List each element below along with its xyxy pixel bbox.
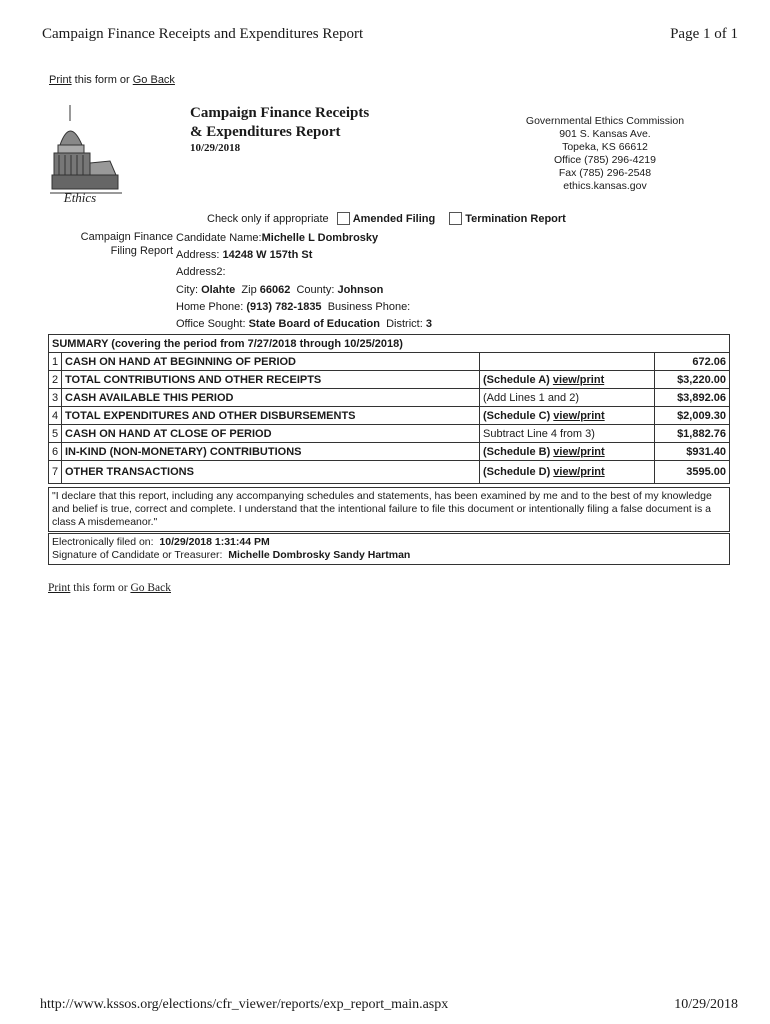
- address-value: 14248 W 157th St: [222, 249, 313, 262]
- nav-separator-text-bottom: this form or: [70, 582, 131, 594]
- agency-info: [505, 115, 705, 193]
- summary-heading-row: [49, 335, 730, 353]
- check-label: Check only if appropriate: [207, 212, 329, 225]
- zip-label: Zip: [241, 283, 257, 296]
- row-number: 3: [49, 389, 62, 407]
- row-amount: $3,220.00: [655, 371, 730, 389]
- termination-report-checkbox[interactable]: [449, 212, 462, 225]
- row-number: 7: [49, 461, 62, 484]
- schedule-d-view-print-link[interactable]: view/print: [553, 466, 605, 478]
- table-row: [49, 443, 730, 461]
- amended-filing-label: Amended Filing: [352, 212, 436, 225]
- row-description: CASH ON HAND AT BEGINNING OF PERIOD: [62, 353, 480, 371]
- agency-city: Topeka, KS 66612: [562, 141, 648, 153]
- row-description: IN-KIND (NON-MONETARY) CONTRIBUTIONS: [62, 443, 480, 461]
- print-header-page: Page 1 of 1: [670, 26, 738, 42]
- county-label: County:: [296, 283, 335, 296]
- row-number: 5: [49, 425, 62, 443]
- filing-type-checks: [207, 212, 566, 225]
- city-label: City:: [176, 283, 198, 296]
- filing-label-line1: Campaign Finance: [80, 231, 173, 243]
- row-amount: 3595.00: [655, 461, 730, 484]
- business-phone-label: Business Phone:: [327, 300, 411, 313]
- table-row: [49, 389, 730, 407]
- row-number: 1: [49, 353, 62, 371]
- termination-report-label: Termination Report: [465, 212, 566, 225]
- address-label: Address:: [176, 249, 220, 262]
- city-value: Olahte: [201, 283, 236, 296]
- row-amount: $3,892.06: [655, 389, 730, 407]
- table-row: [49, 407, 730, 425]
- row-reference: [480, 461, 655, 484]
- district-label: District:: [386, 318, 423, 331]
- row-reference-text: (Schedule B): [483, 445, 554, 458]
- row-number: 6: [49, 443, 62, 461]
- document-date: 10/29/2018: [190, 142, 241, 154]
- filed-value: 10/29/2018 1:31:44 PM: [159, 536, 270, 548]
- declaration-statement: "I declare that this report, including any accompanying schedules and statements, has been examined by me and to the best of my knowledge and belief is true, correct and complete. I understand that the intentional failure to file this document or intentionally filing a false document is a class A misdemeanor.": [48, 487, 730, 532]
- address2-label: Address2:: [176, 266, 226, 279]
- schedule-c-view-print-link[interactable]: view/print: [553, 409, 605, 422]
- row-number: 4: [49, 407, 62, 425]
- signature-row: [52, 549, 726, 562]
- row-reference-text: (Schedule C): [483, 409, 554, 422]
- go-back-link-bottom[interactable]: Go Back: [130, 582, 171, 594]
- document-title-line1: Campaign Finance Receipts: [190, 105, 370, 121]
- row-reference-text: (Schedule A): [483, 373, 553, 386]
- candidate-name-row: [176, 230, 432, 247]
- row-reference-text: (Add Lines 1 and 2): [483, 391, 580, 404]
- nav-separator-text: this form or: [71, 74, 133, 86]
- filing-info: [48, 533, 730, 565]
- table-row: [49, 371, 730, 389]
- agency-name: Governmental Ethics Commission: [525, 115, 685, 127]
- print-link[interactable]: Print: [49, 74, 72, 86]
- signature-value: Michelle Dombrosky Sandy Hartman: [228, 549, 411, 561]
- address-row: [176, 247, 432, 264]
- print-footer-url: http://www.kssos.org/elections/cfr_viewer/reports/exp_report_main.aspx: [40, 997, 449, 1012]
- summary-heading: SUMMARY (covering the period from 7/27/2018 through 10/25/2018): [49, 335, 730, 353]
- row-amount: $2,009.30: [655, 407, 730, 425]
- phone-row: [176, 299, 432, 316]
- home-phone-value: (913) 782-1835: [246, 300, 322, 313]
- schedule-b-view-print-link[interactable]: view/print: [553, 445, 605, 458]
- row-amount: $931.40: [655, 443, 730, 461]
- bottom-nav: [48, 582, 171, 594]
- capitol-ethics-logo: [50, 103, 122, 205]
- print-link-bottom[interactable]: Print: [48, 582, 71, 594]
- row-description: OTHER TRANSACTIONS: [62, 461, 480, 484]
- filed-label: Electronically filed on:: [52, 536, 154, 548]
- table-row: [49, 353, 730, 371]
- top-nav: [49, 74, 175, 86]
- document-title: [190, 104, 369, 142]
- candidate-name-label: Candidate Name:: [176, 232, 262, 244]
- summary-table: [48, 334, 730, 484]
- print-footer-date: 10/29/2018: [674, 997, 738, 1012]
- amended-filing-checkbox[interactable]: [337, 212, 350, 225]
- table-row: [49, 461, 730, 484]
- candidate-name: Michelle L Dombrosky: [261, 232, 379, 244]
- filing-label-line2: Filing Report: [110, 245, 173, 257]
- office-sought-value: State Board of Education: [248, 318, 380, 331]
- office-sought-label: Office Sought:: [176, 318, 246, 331]
- schedule-a-view-print-link[interactable]: view/print: [552, 373, 605, 386]
- signature-label: Signature of Candidate or Treasurer:: [52, 549, 223, 561]
- go-back-link[interactable]: Go Back: [132, 74, 175, 86]
- candidate-info: [176, 230, 432, 333]
- row-description: TOTAL EXPENDITURES AND OTHER DISBURSEMENTS: [62, 407, 480, 425]
- county-value: Johnson: [337, 283, 384, 296]
- logo-text: Ethics: [63, 190, 97, 205]
- agency-fax: Fax (785) 296-2548: [558, 167, 652, 179]
- row-reference: [480, 371, 655, 389]
- row-reference: [480, 389, 655, 407]
- agency-office-phone: Office (785) 296-4219: [554, 154, 656, 166]
- office-row: [176, 316, 432, 333]
- row-reference-text: Subtract Line 4 from 3): [483, 427, 595, 440]
- row-amount: $1,882.76: [655, 425, 730, 443]
- district-value: 3: [425, 318, 432, 331]
- agency-website: ethics.kansas.gov: [563, 180, 647, 192]
- row-reference: [480, 407, 655, 425]
- row-description: TOTAL CONTRIBUTIONS AND OTHER RECEIPTS: [62, 371, 480, 389]
- filing-report-label: [78, 230, 173, 258]
- row-reference: [480, 443, 655, 461]
- row-amount: 672.06: [655, 353, 730, 371]
- row-description: CASH AVAILABLE THIS PERIOD: [62, 389, 480, 407]
- document-title-line2: & Expenditures Report: [190, 124, 341, 140]
- row-reference-text: (Schedule D): [483, 466, 554, 478]
- row-description: CASH ON HAND AT CLOSE OF PERIOD: [62, 425, 480, 443]
- filed-row: [52, 536, 726, 549]
- row-reference: [480, 425, 655, 443]
- table-row: [49, 425, 730, 443]
- row-reference: [480, 353, 655, 371]
- zip-value: 66062: [259, 283, 291, 296]
- agency-street: 901 S. Kansas Ave.: [559, 128, 651, 140]
- address2-row: [176, 264, 432, 281]
- row-number: 2: [49, 371, 62, 389]
- home-phone-label: Home Phone:: [176, 300, 244, 313]
- print-header-title: Campaign Finance Receipts and Expenditures Report: [42, 26, 364, 42]
- city-row: [176, 282, 432, 299]
